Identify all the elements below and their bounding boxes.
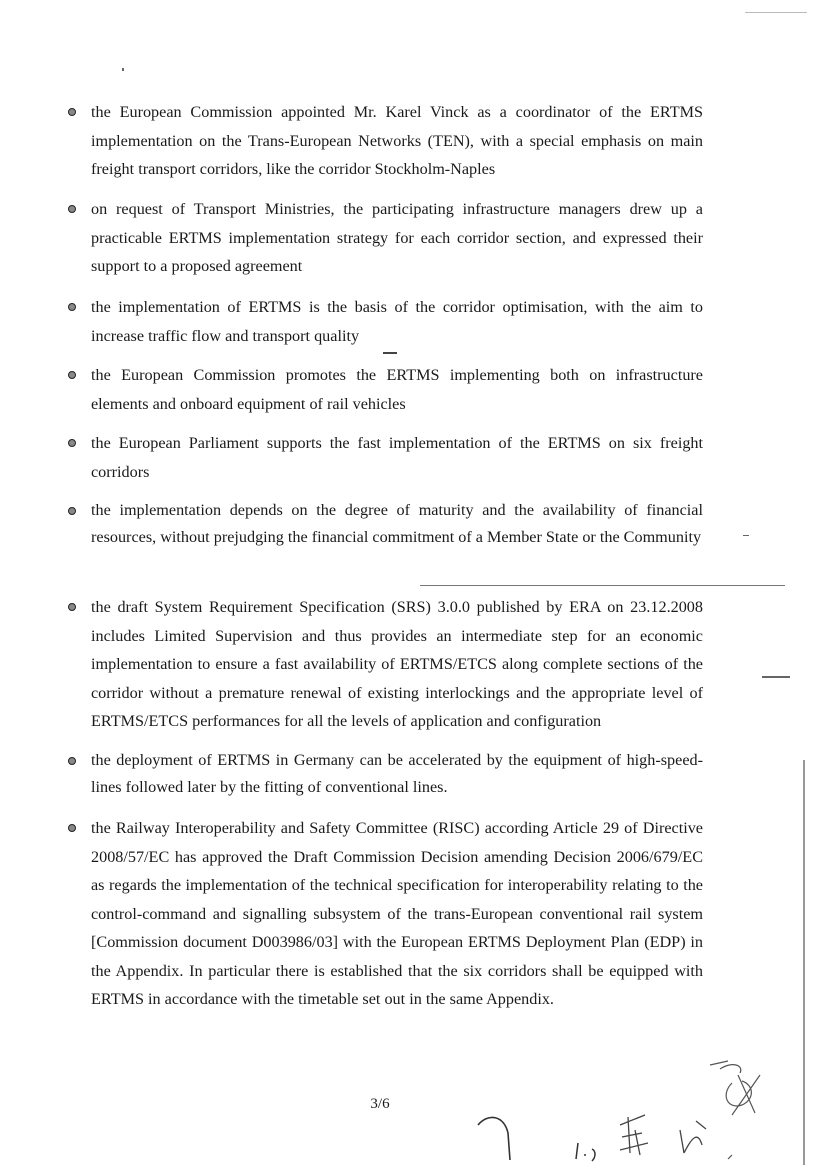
handwritten-initials <box>470 1055 780 1165</box>
bullet-text: the European Parliament supports the fast implementation of the ERTMS on six freight corridors <box>91 434 703 481</box>
bullet-text: on request of Transport Ministries, the participating infrastructure managers drew up a practicable ERTMS implementation strategy for each corridor section, and expressed their support to a proposed agreement <box>91 200 703 275</box>
bullet-icon <box>68 303 76 311</box>
scan-speck <box>383 352 397 354</box>
bullet-icon <box>68 371 76 379</box>
bullet-icon <box>68 603 76 611</box>
scan-speck <box>122 68 124 71</box>
scan-artifact-rule <box>420 585 785 586</box>
bullet-text: the deployment of ERTMS in Germany can be accelerated by the equipment of high-speed-lines followed later by the fitting of conventional lines. <box>91 751 703 796</box>
bullet-icon <box>68 439 76 447</box>
bullet-text: the European Commission appointed Mr. Karel Vinck as a coordinator of the ERTMS implementation on the Trans-European Networks (TEN), with a special emphasis on main freight transport corridors, like the corridor Stockholm-Naples <box>91 103 703 178</box>
bullet-text: the Railway Interoperability and Safety Committee (RISC) according Article 29 of Directive 2008/57/EC has approved the Draft Commission Decision amending Decision 2006/679/EC as regards the implementation of the technical specification for interoperability relating to the control-command and signalling subsystem of the trans-European conventional rail system [Commission document D003986/03] with the European ERTMS Deployment Plan (EDP) in the Appendix. In particular there is established that the six corridors shall be equipped with ERTMS in accordance with the timetable set out in the same Appendix. <box>91 819 703 1008</box>
bullet-text: the implementation of ERTMS is the basis of the corridor optimisation, with the aim to increase traffic flow and transport quality <box>91 298 703 345</box>
bullet-text: the implementation depends on the degree of maturity and the availability of financial resources, without prejudging the financial commitment of a Member State or the Community <box>91 501 703 546</box>
bullet-text: the draft System Requirement Specification (SRS) 3.0.0 published by ERA on 23.12.2008 includes Limited Supervision and thus provides an intermediate step for an economic implementation to ensure a fast availability of ERTMS/ETCS along complete sections of the corridor without a premature renewal of existing interlockings and the appropriate level of ERTMS/ETCS performances for all the levels of application and configuration <box>91 598 703 730</box>
scan-artifact-top <box>745 12 807 13</box>
bullet-icon <box>68 757 76 765</box>
scan-speck <box>762 676 790 678</box>
scan-speck <box>743 535 749 536</box>
scan-artifact-margin <box>803 760 805 1165</box>
bullet-icon <box>68 824 76 832</box>
bullet-icon <box>68 108 76 116</box>
bullet-text: the European Commission promotes the ERTMS implementing both on infrastructure elements and onboard equipment of rail vehicles <box>91 366 703 413</box>
bullet-icon <box>68 507 76 515</box>
bullet-icon <box>68 205 76 213</box>
page-number: 3/6 <box>370 1096 390 1112</box>
